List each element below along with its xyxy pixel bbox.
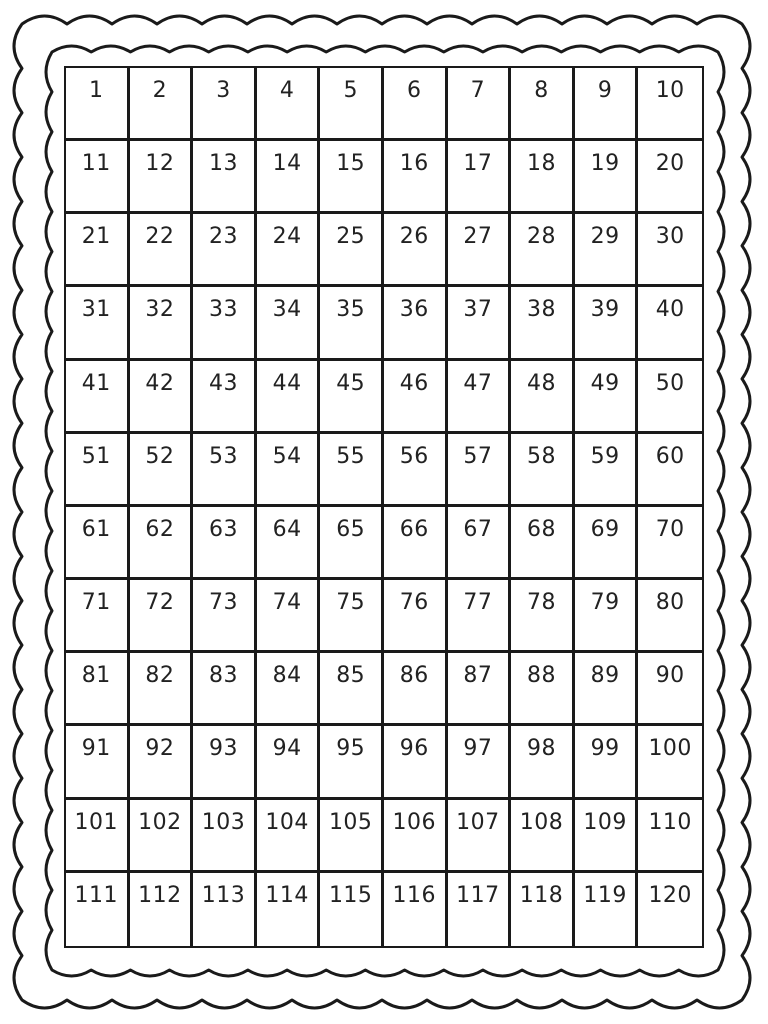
hundred-twenty-chart xyxy=(64,66,704,948)
number-cell: 111 xyxy=(66,873,130,946)
number-cell: 64 xyxy=(257,507,321,580)
number-cell: 103 xyxy=(193,800,257,873)
number-cell: 23 xyxy=(193,214,257,287)
number-cell: 49 xyxy=(575,361,639,434)
number-cell: 99 xyxy=(575,726,639,799)
number-cell: 17 xyxy=(448,141,512,214)
number-cell: 13 xyxy=(193,141,257,214)
number-cell: 74 xyxy=(257,580,321,653)
number-cell: 61 xyxy=(66,507,130,580)
number-cell: 97 xyxy=(448,726,512,799)
number-cell: 113 xyxy=(193,873,257,946)
number-cell: 95 xyxy=(320,726,384,799)
number-cell: 44 xyxy=(257,361,321,434)
number-cell: 92 xyxy=(130,726,194,799)
number-cell: 29 xyxy=(575,214,639,287)
number-cell: 94 xyxy=(257,726,321,799)
number-cell: 12 xyxy=(130,141,194,214)
number-cell: 36 xyxy=(384,287,448,360)
number-cell: 62 xyxy=(130,507,194,580)
number-cell: 88 xyxy=(511,653,575,726)
number-cell: 98 xyxy=(511,726,575,799)
number-cell: 14 xyxy=(257,141,321,214)
number-cell: 119 xyxy=(575,873,639,946)
number-cell: 34 xyxy=(257,287,321,360)
number-cell: 24 xyxy=(257,214,321,287)
number-cell: 87 xyxy=(448,653,512,726)
number-cell: 108 xyxy=(511,800,575,873)
number-cell: 57 xyxy=(448,434,512,507)
number-cell: 41 xyxy=(66,361,130,434)
number-cell: 71 xyxy=(66,580,130,653)
number-cell: 65 xyxy=(320,507,384,580)
number-cell: 20 xyxy=(638,141,702,214)
number-cell: 93 xyxy=(193,726,257,799)
number-cell: 5 xyxy=(320,68,384,141)
number-cell: 16 xyxy=(384,141,448,214)
number-cell: 42 xyxy=(130,361,194,434)
number-cell: 25 xyxy=(320,214,384,287)
number-cell: 4 xyxy=(257,68,321,141)
number-cell: 28 xyxy=(511,214,575,287)
number-cell: 35 xyxy=(320,287,384,360)
number-cell: 56 xyxy=(384,434,448,507)
number-cell: 72 xyxy=(130,580,194,653)
number-cell: 47 xyxy=(448,361,512,434)
number-cell: 21 xyxy=(66,214,130,287)
number-cell: 77 xyxy=(448,580,512,653)
number-cell: 46 xyxy=(384,361,448,434)
number-cell: 26 xyxy=(384,214,448,287)
number-cell: 100 xyxy=(638,726,702,799)
number-cell: 50 xyxy=(638,361,702,434)
number-cell: 112 xyxy=(130,873,194,946)
number-cell: 110 xyxy=(638,800,702,873)
number-cell: 1 xyxy=(66,68,130,141)
number-cell: 79 xyxy=(575,580,639,653)
number-cell: 32 xyxy=(130,287,194,360)
number-cell: 106 xyxy=(384,800,448,873)
number-cell: 105 xyxy=(320,800,384,873)
number-cell: 114 xyxy=(257,873,321,946)
number-cell: 15 xyxy=(320,141,384,214)
number-cell: 85 xyxy=(320,653,384,726)
number-cell: 38 xyxy=(511,287,575,360)
number-cell: 82 xyxy=(130,653,194,726)
number-cell: 45 xyxy=(320,361,384,434)
number-cell: 39 xyxy=(575,287,639,360)
number-cell: 6 xyxy=(384,68,448,141)
number-cell: 76 xyxy=(384,580,448,653)
number-cell: 117 xyxy=(448,873,512,946)
number-cell: 30 xyxy=(638,214,702,287)
number-cell: 27 xyxy=(448,214,512,287)
number-cell: 84 xyxy=(257,653,321,726)
number-cell: 37 xyxy=(448,287,512,360)
number-cell: 2 xyxy=(130,68,194,141)
number-cell: 9 xyxy=(575,68,639,141)
number-cell: 60 xyxy=(638,434,702,507)
number-cell: 3 xyxy=(193,68,257,141)
number-cell: 80 xyxy=(638,580,702,653)
number-cell: 11 xyxy=(66,141,130,214)
number-cell: 10 xyxy=(638,68,702,141)
number-cell: 115 xyxy=(320,873,384,946)
number-cell: 96 xyxy=(384,726,448,799)
number-cell: 52 xyxy=(130,434,194,507)
number-cell: 66 xyxy=(384,507,448,580)
number-cell: 59 xyxy=(575,434,639,507)
number-cell: 116 xyxy=(384,873,448,946)
number-cell: 81 xyxy=(66,653,130,726)
number-cell: 91 xyxy=(66,726,130,799)
number-cell: 8 xyxy=(511,68,575,141)
number-cell: 78 xyxy=(511,580,575,653)
number-cell: 69 xyxy=(575,507,639,580)
number-cell: 7 xyxy=(448,68,512,141)
number-cell: 51 xyxy=(66,434,130,507)
number-cell: 104 xyxy=(257,800,321,873)
number-cell: 73 xyxy=(193,580,257,653)
number-cell: 54 xyxy=(257,434,321,507)
number-cell: 19 xyxy=(575,141,639,214)
number-cell: 63 xyxy=(193,507,257,580)
number-cell: 102 xyxy=(130,800,194,873)
number-cell: 118 xyxy=(511,873,575,946)
number-cell: 90 xyxy=(638,653,702,726)
number-cell: 70 xyxy=(638,507,702,580)
number-cell: 55 xyxy=(320,434,384,507)
number-cell: 40 xyxy=(638,287,702,360)
number-cell: 89 xyxy=(575,653,639,726)
number-cell: 58 xyxy=(511,434,575,507)
number-cell: 18 xyxy=(511,141,575,214)
number-cell: 120 xyxy=(648,882,692,908)
number-cell: 33 xyxy=(193,287,257,360)
number-cell: 43 xyxy=(193,361,257,434)
number-cell: 22 xyxy=(130,214,194,287)
number-cell: 75 xyxy=(320,580,384,653)
number-cell: 48 xyxy=(511,361,575,434)
number-cell: 68 xyxy=(511,507,575,580)
number-cell: 101 xyxy=(66,800,130,873)
number-cell: 53 xyxy=(193,434,257,507)
number-cell: 31 xyxy=(66,287,130,360)
number-cell: 67 xyxy=(448,507,512,580)
number-cell: 107 xyxy=(448,800,512,873)
number-cell: 109 xyxy=(575,800,639,873)
number-cell: 86 xyxy=(384,653,448,726)
number-cell: 83 xyxy=(193,653,257,726)
